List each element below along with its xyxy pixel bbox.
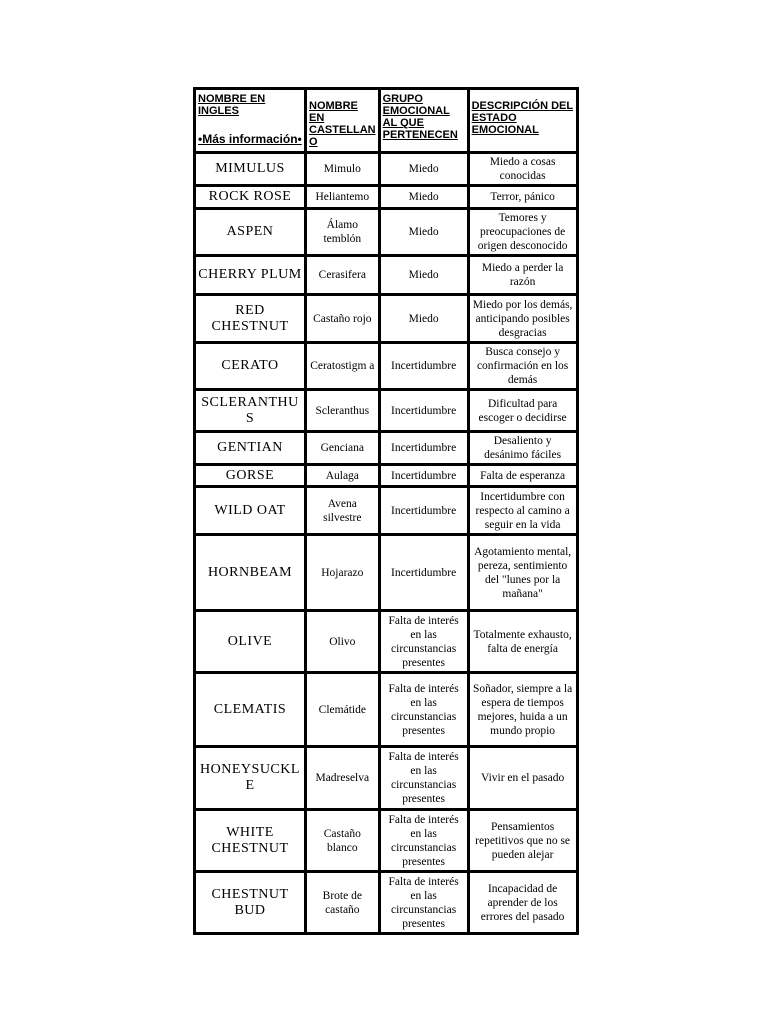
description-cell: Soñador, siempre a la espera de tiempos mejores, huida a un mundo propio bbox=[468, 673, 577, 747]
header-emotional-group: GRUPO EMOCIONAL AL QUE PERTENECEN bbox=[379, 89, 468, 153]
bach-flowers-table bbox=[193, 87, 579, 935]
description-cell: Falta de esperanza bbox=[468, 465, 577, 487]
description-cell: Dificultad para escoger o decidirse bbox=[468, 390, 577, 432]
emotional-group-cell: Incertidumbre bbox=[379, 535, 468, 611]
table-row bbox=[195, 535, 578, 611]
emotional-group-cell: Miedo bbox=[379, 256, 468, 295]
emotional-group-cell: Incertidumbre bbox=[379, 487, 468, 535]
emotional-group-cell: Falta de interés en las circunstancias presentes bbox=[379, 872, 468, 934]
header-description: DESCRIPCIÓN DEL ESTADO EMOCIONAL bbox=[468, 89, 577, 153]
table-row bbox=[195, 343, 578, 390]
spanish-name-cell: Ceratostigm a bbox=[306, 343, 380, 390]
table-row bbox=[195, 872, 578, 934]
english-name-cell: GENTIAN bbox=[195, 432, 306, 465]
english-name-cell: ROCK ROSE bbox=[195, 186, 306, 209]
english-name-cell: SCLERANTHU S bbox=[195, 390, 306, 432]
english-name-cell: HORNBEAM bbox=[195, 535, 306, 611]
english-name-cell: CHERRY PLUM bbox=[195, 256, 306, 295]
spanish-name-cell: Olivo bbox=[306, 611, 380, 673]
more-info-link[interactable]: •Más información• bbox=[198, 132, 302, 146]
description-cell: Miedo a cosas conocidas bbox=[468, 153, 577, 186]
spanish-name-cell: Avena silvestre bbox=[306, 487, 380, 535]
emotional-group-cell: Falta de interés en las circunstancias presentes bbox=[379, 747, 468, 810]
description-cell: Pensamientos repetitivos que no se pueden alejar bbox=[468, 810, 577, 872]
table-body bbox=[195, 153, 578, 934]
spanish-name-cell: Mimulo bbox=[306, 153, 380, 186]
description-cell: Incapacidad de aprender de los errores del pasado bbox=[468, 872, 577, 934]
emotional-group-cell: Falta de interés en las circunstancias presentes bbox=[379, 611, 468, 673]
header-spanish-name: NOMBRE EN CASTELLAN O bbox=[306, 89, 380, 153]
spanish-name-cell: Clemátide bbox=[306, 673, 380, 747]
header-row bbox=[195, 89, 578, 153]
table-row bbox=[195, 295, 578, 343]
english-name-cell: WILD OAT bbox=[195, 487, 306, 535]
english-name-cell: RED CHESTNUT bbox=[195, 295, 306, 343]
emotional-group-cell: Falta de interés en las circunstancias presentes bbox=[379, 673, 468, 747]
table-row bbox=[195, 256, 578, 295]
table-row bbox=[195, 673, 578, 747]
spanish-name-cell: Heliantemo bbox=[306, 186, 380, 209]
description-cell: Agotamiento mental, pereza, sentimiento del "lunes por la mañana" bbox=[468, 535, 577, 611]
table-row bbox=[195, 209, 578, 256]
description-cell: Incertidumbre con respecto al camino a seguir en la vida bbox=[468, 487, 577, 535]
description-cell: Miedo a perder la razón bbox=[468, 256, 577, 295]
emotional-group-cell: Miedo bbox=[379, 153, 468, 186]
description-cell: Temores y preocupaciones de origen desconocido bbox=[468, 209, 577, 256]
emotional-group-cell: Incertidumbre bbox=[379, 390, 468, 432]
english-name-cell: CERATO bbox=[195, 343, 306, 390]
table-row bbox=[195, 153, 578, 186]
emotional-group-cell: Miedo bbox=[379, 209, 468, 256]
spanish-name-cell: Hojarazo bbox=[306, 535, 380, 611]
english-name-cell: CHESTNUT BUD bbox=[195, 872, 306, 934]
spanish-name-cell: Castaño blanco bbox=[306, 810, 380, 872]
emotional-group-cell: Incertidumbre bbox=[379, 343, 468, 390]
spanish-name-cell: Cerasifera bbox=[306, 256, 380, 295]
english-name-cell: WHITE CHESTNUT bbox=[195, 810, 306, 872]
emotional-group-cell: Miedo bbox=[379, 295, 468, 343]
table-row bbox=[195, 487, 578, 535]
table-row bbox=[195, 186, 578, 209]
description-cell: Busca consejo y confirmación en los demás bbox=[468, 343, 577, 390]
emotional-group-cell: Incertidumbre bbox=[379, 432, 468, 465]
table-row bbox=[195, 747, 578, 810]
spanish-name-cell: Álamo temblón bbox=[306, 209, 380, 256]
header-english-label: NOMBRE EN INGLES bbox=[198, 93, 266, 117]
description-cell: Terror, pánico bbox=[468, 186, 577, 209]
header-english-name bbox=[195, 89, 306, 153]
english-name-cell: ASPEN bbox=[195, 209, 306, 256]
description-cell: Vivir en el pasado bbox=[468, 747, 577, 810]
table-row bbox=[195, 390, 578, 432]
spanish-name-cell: Aulaga bbox=[306, 465, 380, 487]
description-cell: Totalmente exhausto, falta de energía bbox=[468, 611, 577, 673]
spanish-name-cell: Castaño rojo bbox=[306, 295, 380, 343]
english-name-cell: GORSE bbox=[195, 465, 306, 487]
english-name-cell: MIMULUS bbox=[195, 153, 306, 186]
emotional-group-cell: Miedo bbox=[379, 186, 468, 209]
spanish-name-cell: Madreselva bbox=[306, 747, 380, 810]
table-row bbox=[195, 432, 578, 465]
english-name-cell: OLIVE bbox=[195, 611, 306, 673]
spanish-name-cell: Genciana bbox=[306, 432, 380, 465]
spanish-name-cell: Scleranthus bbox=[306, 390, 380, 432]
description-cell: Desaliento y desánimo fáciles bbox=[468, 432, 577, 465]
description-cell: Miedo por los demás, anticipando posibles desgracias bbox=[468, 295, 577, 343]
table-row bbox=[195, 810, 578, 872]
table-row bbox=[195, 611, 578, 673]
emotional-group-cell: Incertidumbre bbox=[379, 465, 468, 487]
table-row bbox=[195, 465, 578, 487]
english-name-cell: CLEMATIS bbox=[195, 673, 306, 747]
spanish-name-cell: Brote de castaño bbox=[306, 872, 380, 934]
emotional-group-cell: Falta de interés en las circunstancias presentes bbox=[379, 810, 468, 872]
english-name-cell: HONEYSUCKL E bbox=[195, 747, 306, 810]
